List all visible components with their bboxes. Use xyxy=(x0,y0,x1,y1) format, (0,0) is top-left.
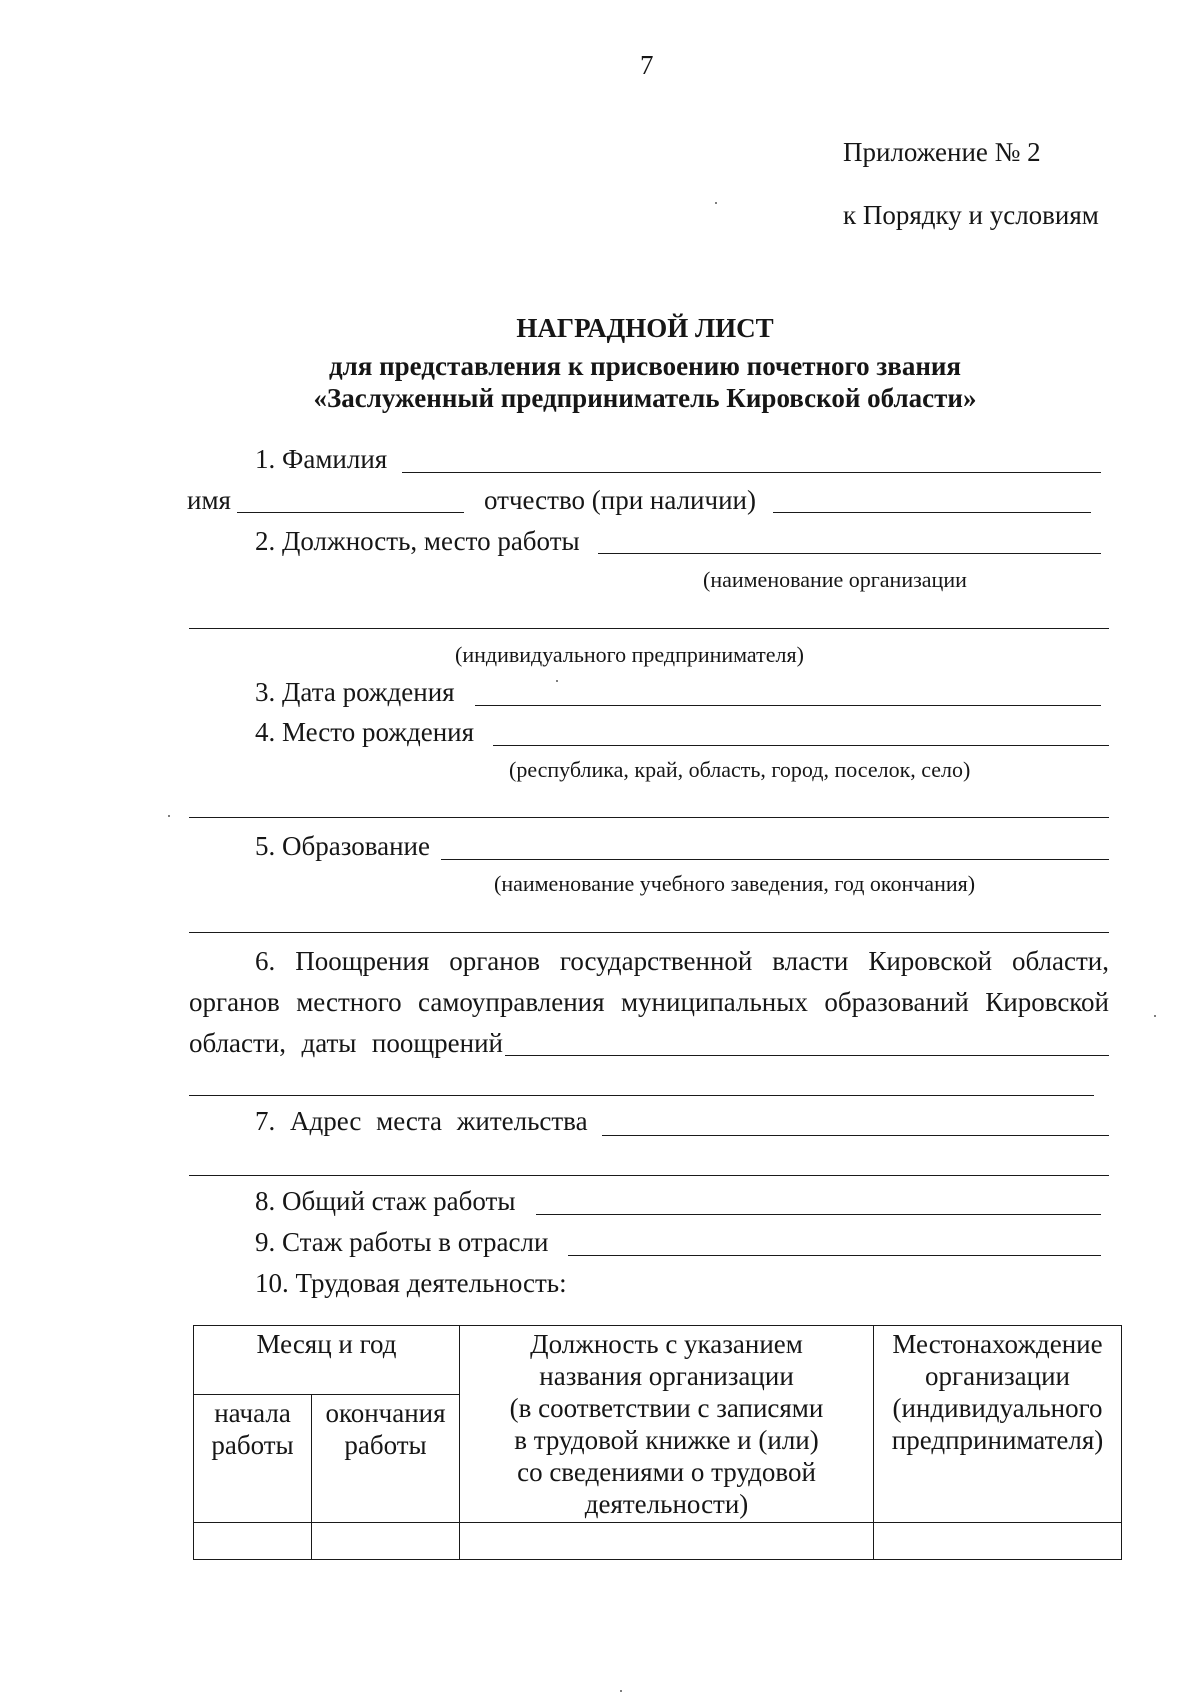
document-subtitle: для представления к присвоению почетного звания xyxy=(328,351,962,381)
position-line[interactable] xyxy=(598,553,1101,554)
appendix-reference: к Порядку и условиям xyxy=(843,200,1099,230)
scan-speck xyxy=(1154,1015,1156,1017)
field-patronymic-label: отчество (при наличии) xyxy=(484,485,756,515)
field-birthplace-label: 4. Место рождения xyxy=(255,717,475,747)
field-awards-line2: органов местного самоуправления муниципальных образований Кировской xyxy=(189,987,1109,1017)
field-surname-label: 1. Фамилия xyxy=(255,444,388,474)
appendix-number: Приложение № 2 xyxy=(843,137,1041,167)
birthplace-line[interactable] xyxy=(493,745,1109,746)
field-labor-label: 10. Трудовая деятельность: xyxy=(255,1268,567,1298)
position-hint-organization: (наименование организации xyxy=(703,567,967,592)
address-line[interactable] xyxy=(602,1135,1109,1136)
awards-line-2[interactable] xyxy=(189,1095,1094,1096)
scan-speck xyxy=(168,815,170,817)
header-end: окончания работы xyxy=(312,1395,460,1523)
scan-speck xyxy=(715,202,717,204)
address-line-2[interactable] xyxy=(189,1175,1109,1176)
industry-experience-line[interactable] xyxy=(568,1255,1101,1256)
position-line-2[interactable] xyxy=(189,628,1109,629)
page-number: 7 xyxy=(640,50,654,80)
field-awards-line3: области, даты поощрений xyxy=(189,1028,503,1058)
cell-position[interactable] xyxy=(460,1523,874,1560)
field-position-label: 2. Должность, место работы xyxy=(255,526,580,556)
cell-location[interactable] xyxy=(874,1523,1122,1560)
surname-line[interactable] xyxy=(402,472,1101,473)
header-location: Местонахождение организации (индивидуального предпринимателя) xyxy=(874,1326,1122,1523)
field-birthdate-label: 3. Дата рождения xyxy=(255,677,455,707)
header-position: Должность с указанием названия организации (в соответствии с записями в трудовой книжке и (или) со сведениями о трудовой деятельности) xyxy=(460,1326,874,1523)
patronymic-line[interactable] xyxy=(773,512,1091,513)
header-month-year: Месяц и год xyxy=(194,1326,460,1395)
header-start: начала работы xyxy=(194,1395,312,1523)
name-line[interactable] xyxy=(237,512,464,513)
education-line-2[interactable] xyxy=(189,932,1109,933)
field-total-experience-label: 8. Общий стаж работы xyxy=(255,1186,516,1216)
field-name-label: имя xyxy=(187,485,231,515)
total-experience-line[interactable] xyxy=(536,1214,1101,1215)
education-line[interactable] xyxy=(441,859,1109,860)
birthplace-hint: (республика, край, область, город, поселок, село) xyxy=(509,757,971,782)
birthdate-line[interactable] xyxy=(475,705,1101,706)
cell-start[interactable] xyxy=(194,1523,312,1560)
position-hint-entrepreneur: (индивидуального предпринимателя) xyxy=(455,642,804,667)
birthplace-line-2[interactable] xyxy=(189,817,1109,818)
education-hint: (наименование учебного заведения, год окончания) xyxy=(494,871,976,896)
honor-title: «Заслуженный предприниматель Кировской области» xyxy=(313,383,977,413)
scan-speck xyxy=(620,1690,622,1692)
field-industry-experience-label: 9. Стаж работы в отрасли xyxy=(255,1227,549,1257)
field-awards-line1: 6. Поощрения органов государственной власти Кировской области, xyxy=(255,946,1109,976)
labor-activity-table xyxy=(193,1325,1122,1560)
awards-line[interactable] xyxy=(505,1055,1109,1056)
table-header-row xyxy=(194,1326,1122,1395)
table-row xyxy=(194,1523,1122,1560)
scan-speck xyxy=(556,680,558,682)
field-address-label: 7. Адрес места жительства xyxy=(255,1106,588,1136)
field-education-label: 5. Образование xyxy=(255,831,430,861)
cell-end[interactable] xyxy=(312,1523,460,1560)
document-title: НАГРАДНОЙ ЛИСТ xyxy=(516,313,774,343)
